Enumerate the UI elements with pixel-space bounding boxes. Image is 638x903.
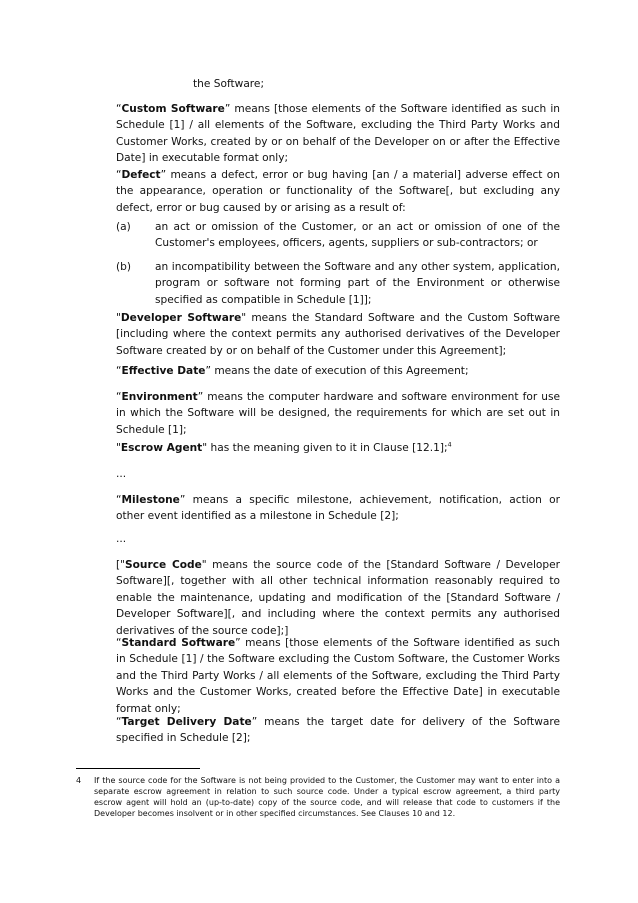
term-custom-software: Custom Software: [121, 103, 225, 115]
definition-environment: “Environment” means the computer hardware and software environment for use in which the Software will be designed, the requirements for which are set out in Schedule [1];: [116, 391, 560, 436]
ellipsis-2: ...: [116, 533, 127, 545]
term-escrow-agent: Escrow Agent: [120, 442, 203, 454]
definition-target-delivery-date: “Target Delivery Date” means the target date for delivery of the Software specified in Schedule [2];: [116, 716, 560, 745]
defect-item-text-a: an act or omission of the Customer, or an act or omission of one of the Customer's employees, officers, agents, suppliers or sub-contractors; or: [155, 221, 560, 250]
definition-source-code: ["Source Code" means the source code of the [Standard Software / Developer Software][, together with all other technical information reasonably required to enable the maintenance, updating and modification of the [Standard Software / Developer Software][, and including where the context permits any authorised derivatives of the source code];]: [116, 559, 560, 637]
term-target-delivery-date: Target Delivery Date: [121, 716, 252, 728]
definition-developer-software: "Developer Software" means the Standard Software and the Custom Software [including where the context permits any authorised derivatives of the Developer Software created by or on behalf of the Customer under this Agreement];: [116, 312, 560, 357]
footnote-reference: 4: [447, 440, 452, 449]
term-developer-software: Developer Software: [120, 312, 242, 324]
definition-milestone: “Milestone” means a specific milestone, achievement, notification, action or other event identified as a milestone in Schedule [2];: [116, 494, 560, 523]
definition-effective-date: “Effective Date” means the date of execution of this Agreement;: [116, 365, 469, 377]
definition-defect: “Defect” means a defect, error or bug having [an / a material] adverse effect on the appearance, operation or functionality of the Software[, but excluding any defect, error or bug caused by or arising as a result of:: [116, 169, 560, 214]
term-environment: Environment: [121, 391, 198, 403]
defect-item-label-a: (a): [116, 221, 131, 233]
footnote-text: If the source code for the Software is not being provided to the Customer, the Customer may want to enter into a separate escrow agreement in relation to such source code. Under a typical escrow agreement, a third party escrow agent will hold an (up-to-date) copy of the source code, and will release that code to customers if the Developer becomes insolvent or in other specified circumstances. See Clauses 10 and 12.: [94, 776, 560, 818]
footnote-number: 4: [76, 776, 82, 785]
ellipsis-1: ...: [116, 468, 127, 480]
term-milestone: Milestone: [121, 494, 180, 506]
term-defect: Defect: [121, 169, 161, 181]
term-standard-software: Standard Software: [121, 637, 236, 649]
footnote-separator: [76, 768, 200, 769]
definition-custom-software: “Custom Software” means [those elements of the Software identified as such in Schedule [1] / all elements of the Software, excluding the Third Party Works and Customer Works, created by or on behalf of the Developer on or after the Effective Date] in executable format only;: [116, 103, 560, 165]
term-source-code: Source Code: [125, 559, 202, 571]
defect-item-text-b: an incompatibility between the Software and any other system, application, program or software not forming part of the Environment or otherwise specified as compatible in Schedule [1]];: [155, 261, 560, 306]
term-effective-date: Effective Date: [121, 365, 206, 377]
definition-standard-software: “Standard Software” means [those elements of the Software identified as such in Schedule [1] / the Software excluding the Custom Software, the Customer Works and the Third Party Works / all elements of the Software, excluding the Third Party Works and the Customer Works, created before the Effective Date] in executable format only;: [116, 637, 560, 715]
defect-item-label-b: (b): [116, 261, 131, 273]
definition-escrow-agent: "Escrow Agent" has the meaning given to it in Clause [12.1];$^4$: [116, 440, 452, 454]
continued-line: the Software;: [193, 78, 265, 90]
